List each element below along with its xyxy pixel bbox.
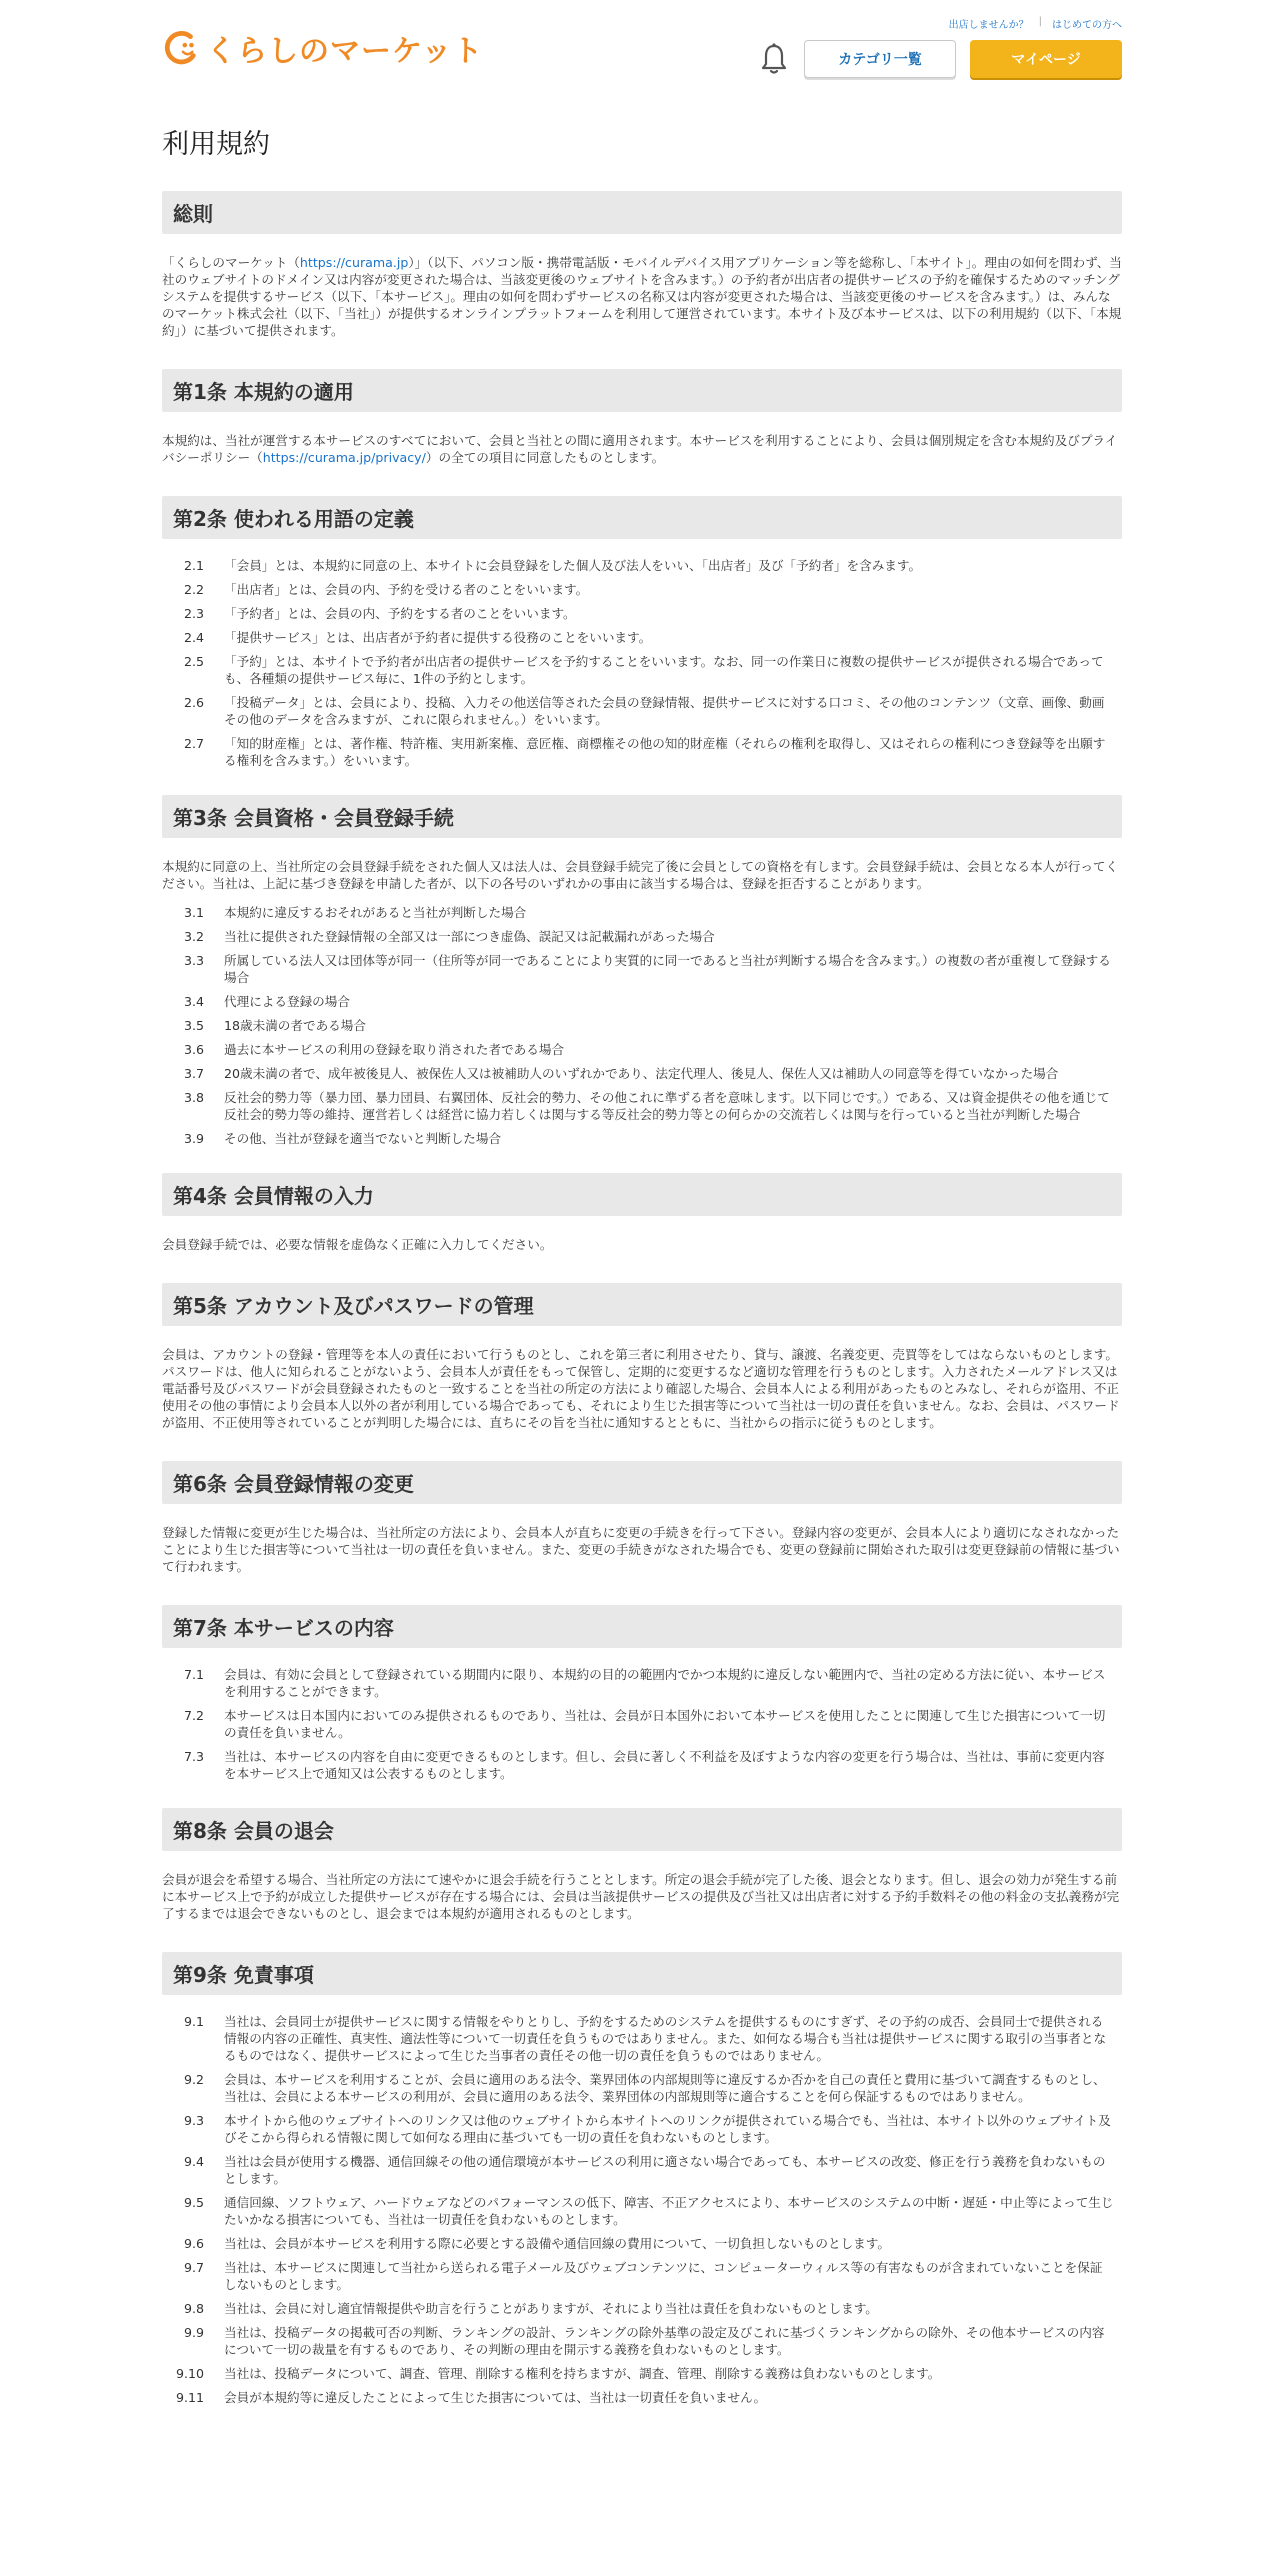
list-item-number: 2.7 [183, 736, 204, 751]
list-item-text: 当社は、投稿データの掲載可否の判断、ランキングの設計、ランキングの除外基準の設定及びこれに基づくランキングからの除外、その他本サービスの内容について一切の裁量を有するものであり、その判断の理由を開示する義務を負わないものとします。 [224, 2325, 1105, 2357]
section-heading-article-5: 第5条 アカウント及びパスワードの管理 [162, 1283, 1122, 1326]
list-item-number: 3.7 [183, 1066, 204, 1081]
list-item-number: 3.9 [183, 1131, 204, 1146]
list-item-number: 7.3 [183, 1749, 204, 1764]
top-links [949, 16, 1122, 31]
list-item-number: 3.8 [183, 1090, 204, 1105]
list-item-text: 会員は、有効に会員として登録されている期間内に限り、本規約の目的の範囲内でかつ本規約に違反しない範囲内で、当社の定める方法に従い、本サービスを利用することができます。 [224, 1667, 1106, 1699]
section-heading-article-9: 第9条 免責事項 [162, 1952, 1122, 1995]
list-item-text: 会員は、本サービスを利用することが、会員に適用のある法令、業界団体の内部規則等に違反するか否かを自己の責任と費用に基づいて調査するものとし、当社は、会員による本サービスの利用が、会員に適用のある法令、業界団体の内部規則等に適合することを何ら保証するものではありません。 [224, 2072, 1106, 2104]
list-item-text: 当社は、投稿データについて、調査、管理、削除する権利を持ちますが、調査、管理、削除する義務は負わないものとします。 [224, 2366, 941, 2381]
list-item-text: 当社に提供された登録情報の全部又は一部につき虚偽、誤記又は記載漏れがあった場合 [224, 929, 715, 944]
list-item [162, 2013, 1122, 2064]
list-item [162, 1089, 1122, 1123]
section-heading-article-8: 第8条 会員の退会 [162, 1808, 1122, 1851]
list-item-number: 2.2 [183, 582, 204, 597]
list-item-text: 「提供サービス」とは、出店者が予約者に提供する役務のことをいいます。 [224, 630, 652, 645]
logo-text: くらしのマーケット [206, 34, 484, 69]
list-item-number: 9.1 [183, 2014, 204, 2029]
list-item-number: 9.11 [175, 2390, 204, 2405]
list-item-number: 9.4 [183, 2154, 204, 2169]
section-heading-article-4: 第4条 会員情報の入力 [162, 1173, 1122, 1216]
list-item-number: 2.4 [183, 630, 204, 645]
article-1-text-before: 本規約は、当社が運営する本サービスのすべてにおいて、会員と当社との間に適用されます。本サービスを利用することにより、会員は個別規定を含む本規約及びプライバシーポリシー（ [162, 433, 1118, 465]
general-paragraph [162, 254, 1122, 339]
article-9-list [162, 2013, 1122, 2406]
curama-link[interactable]: https://curama.jp [299, 255, 409, 270]
bell-icon[interactable] [758, 42, 790, 76]
header-nav [758, 40, 1122, 78]
list-item-text: 会員が本規約等に違反したことによって生じた損害については、当社は一切責任を負いません。 [224, 2390, 767, 2405]
list-item [162, 1065, 1122, 1082]
list-item [162, 694, 1122, 728]
list-item [162, 1041, 1122, 1058]
list-item [162, 557, 1122, 574]
list-item-number: 7.2 [183, 1708, 204, 1723]
open-shop-link[interactable]: 出店しませんか？ [948, 20, 1029, 31]
list-item [162, 2389, 1122, 2406]
list-item [162, 605, 1122, 622]
list-item [162, 928, 1122, 945]
list-item-text: 「投稿データ」とは、会員により、投稿、入力その他送信等された会員の登録情報、提供サービスに対する口コミ、その他のコンテンツ（文章、画像、動画その他のデータを含みますが、これに限られません。）をいいます。 [224, 695, 1105, 727]
list-item [162, 2259, 1122, 2293]
general-text-after: ）」（以下、パソコン版・携帯電話版・モバイルデバイス用アプリケーション等を総称し、「本サイト」。理由の如何を問わず、当社のウェブサイトのドメイン又は内容が変更された場合は、当該変更後のウェブサイトを含みます。）の予約者が出店者の提供サービスの予約を確保するためのマッチングシステムを提供するサービス（以下、「本サービス」。理由の如何を問わずサービスの名称又は内容が変更された場合は、当該変更後のサービスを含みます。）は、みんなのマーケット株式会社（以下、「当社」）が提供するオンラインプラットフォームを利用して運営されています。本サイト及び本サービスは、以下の利用規約（以下、「本規約」）に基づいて提供されます。 [162, 255, 1122, 338]
list-item-text: 18歳未満の者である場合 [224, 1018, 366, 1033]
list-item-text: 「予約者」とは、会員の内、予約をする者のことをいいます。 [224, 606, 576, 621]
list-item-number: 9.7 [183, 2260, 204, 2275]
list-item-text: 当社は、本サービスに関連して当社から送られる電子メール及びウェブコンテンツに、コンピューターウィルス等の有害なものが含まれていないことを保証しないものとします。 [224, 2260, 1103, 2292]
list-item [162, 2153, 1122, 2187]
privacy-link[interactable]: https://curama.jp/privacy/ [262, 450, 426, 465]
list-item-number: 2.6 [183, 695, 204, 710]
page [162, 0, 1122, 2406]
list-item-text: 反社会的勢力等（暴力団、暴力団員、右翼団体、反社会的勢力、その他これに準ずる者を意味します。以下同じです。）である、又は資金提供その他を通じて反社会的勢力等の維持、運営若しくは経営に協力若しくは関与する等反社会的勢力等との何らかの交流若しくは関与を行っていると当社が判断した場合 [224, 1090, 1110, 1122]
list-item [162, 2300, 1122, 2317]
list-item [162, 2194, 1122, 2228]
list-item-text: 「出店者」とは、会員の内、予約を受ける者のことをいいます。 [224, 582, 589, 597]
list-item [162, 2365, 1122, 2382]
section-heading-article-3: 第3条 会員資格・会員登録手続 [162, 795, 1122, 838]
list-item [162, 1748, 1122, 1782]
list-item [162, 2324, 1122, 2358]
site-header [162, 0, 1122, 110]
article-6-paragraph: 登録した情報に変更が生じた場合は、当社所定の方法により、会員本人が直ちに変更の手続きを行って下さい。登録内容の変更が、会員本人により適切になされなかったことにより生じた損害等について当社は一切の責任を負いません。また、変更の手続きがなされた場合でも、変更の登録前に開始された取引は変更登録前の情報に基づいて行われます。 [162, 1525, 1120, 1574]
list-item [162, 1130, 1122, 1147]
category-list-button[interactable]: カテゴリ一覧 [804, 40, 956, 78]
list-item-text: 「会員」とは、本規約に同意の上、本サイトに会員登録をした個人及び法人をいい、「出店者」及び「予約者」を含みます。 [224, 558, 922, 573]
list-item-number: 9.2 [183, 2072, 204, 2087]
article-2-list [162, 557, 1122, 769]
list-item [162, 653, 1122, 687]
list-item-number: 3.1 [183, 905, 204, 920]
list-item-number: 3.2 [183, 929, 204, 944]
section-heading-general: 総則 [162, 191, 1122, 234]
list-item-number: 9.10 [175, 2366, 204, 2381]
article-4-paragraph: 会員登録手続では、必要な情報を虚偽なく正確に入力してください。 [162, 1237, 553, 1252]
list-item-number: 9.6 [183, 2236, 204, 2251]
list-item-number: 3.3 [183, 953, 204, 968]
list-item-number: 2.3 [183, 606, 204, 621]
list-item [162, 735, 1122, 769]
list-item-number: 9.3 [183, 2113, 204, 2128]
list-item-number: 3.6 [183, 1042, 204, 1057]
list-item-text: 当社は、会員が本サービスを利用する際に必要とする設備や通信回線の費用について、一切負担しないものとします。 [224, 2236, 890, 2251]
section-heading-article-6: 第6条 会員登録情報の変更 [162, 1461, 1122, 1504]
list-item-text: 当社は、本サービスの内容を自由に変更できるものとします。但し、会員に著しく不利益を及ぼすような内容の変更を行う場合は、当社は、事前に変更内容を本サービス上で通知又は公表するものとします。 [224, 1749, 1105, 1781]
mypage-button[interactable]: マイページ [970, 40, 1122, 78]
list-item [162, 904, 1122, 921]
list-item [162, 581, 1122, 598]
list-item [162, 629, 1122, 646]
divider: | [1038, 16, 1042, 27]
list-item-text: 本サービスは日本国内においてのみ提供されるものであり、当社は、会員が日本国外において本サービスを使用したことに関連して生じた損害について一切の責任を負いません。 [224, 1708, 1106, 1740]
list-item-text: その他、当社が登録を適当でないと判断した場合 [224, 1131, 502, 1146]
list-item [162, 2112, 1122, 2146]
list-item-text: 本サイトから他のウェブサイトへのリンク又は他のウェブサイトから本サイトへのリンクが提供されている場合でも、当社は、本サイト以外のウェブサイト及びそこから得られる情報に関して如何なる理由に基づいても一切の責任を負わないものとします。 [224, 2113, 1111, 2145]
list-item [162, 1666, 1122, 1700]
list-item [162, 2235, 1122, 2252]
list-item-number: 3.5 [183, 1018, 204, 1033]
list-item-text: 20歳未満の者で、成年被後見人、被保佐人又は被補助人のいずれかであり、法定代理人、後見人、保佐人又は補助人の同意等を得ていなかった場合 [224, 1066, 1059, 1081]
list-item-text: 「予約」とは、本サイトで予約者が出店者の提供サービスを予約することをいいます。なお、同一の作業日に複数の提供サービスが提供される場合であっても、各種類の提供サービス毎に、1件の予約とします。 [224, 654, 1104, 686]
list-item-text: 通信回線、ソフトウェア、ハードウェアなどのパフォーマンスの低下、障害、不正アクセスにより、本サービスのシステムの中断・遅延・中止等によって生じたいかなる損害についても、当社は一切責任を負わないものとします。 [224, 2195, 1114, 2227]
list-item-number: 7.1 [183, 1667, 204, 1682]
section-heading-article-7: 第7条 本サービスの内容 [162, 1605, 1122, 1648]
article-1-paragraph [162, 432, 1122, 466]
article-3-list [162, 904, 1122, 1147]
section-heading-article-1: 第1条 本規約の適用 [162, 369, 1122, 412]
list-item-text: 当社は、会員に対し適宜情報提供や助言を行うことがありますが、それにより当社は責任を負わないものとします。 [224, 2301, 878, 2316]
list-item-number: 3.4 [183, 994, 204, 1009]
article-3-paragraph: 本規約に同意の上、当社所定の会員登録手続をされた個人又は法人は、会員登録手続完了後に会員としての資格を有します。会員登録手続は、会員となる本人が行ってください。当社は、上記に基づき登録を申請した者が、以下の各号のいずれかの事由に該当する場合は、登録を拒否することがあります。 [162, 859, 1119, 891]
site-logo[interactable] [162, 26, 484, 70]
article-8-paragraph: 会員が退会を希望する場合、当社所定の方法にて速やかに退会手続を行うこととします。所定の退会手続が完了した後、退会となります。但し、退会の効力が発生する前に本サービス上で予約が成立した提供サービスが存在する場合には、会員は当該提供サービスの提供及び当社又は出店者に対する予約手数料その他の料金の支払義務が完了するまでは退会できないものとし、退会までは本規約が適用されるものとします。 [162, 1872, 1120, 1921]
list-item-text: 当社は、会員同士が提供サービスに関する情報をやりとりし、予約をするためのシステムを提供するものにすぎず、その予約の成否、会員同士で提供される情報の内容の正確性、真実性、適法性等について一切責任を負うものではありません。また、如何なる場合も当社は提供サービスに関する取引の当事者となるものではなく、提供サービスによって生じた当事者の責任その他一切の責任を負うものではありません。 [224, 2014, 1107, 2063]
smile-icon [162, 29, 200, 67]
list-item-number: 9.5 [183, 2195, 204, 2210]
list-item-text: 代理による登録の場合 [224, 994, 350, 1009]
list-item-number: 9.8 [183, 2301, 204, 2316]
list-item [162, 1707, 1122, 1741]
list-item [162, 952, 1122, 986]
list-item-number: 2.5 [183, 654, 204, 669]
section-heading-article-2: 第2条 使われる用語の定義 [162, 496, 1122, 539]
article-5-paragraph: 会員は、アカウントの登録・管理等を本人の責任において行うものとし、これを第三者に利用させたり、貸与、譲渡、名義変更、売買等をしてはならないものとします。パスワードは、他人に知られることがないよう、会員本人が責任をもって保管し、定期的に変更するなど適切な管理を行うものとします。入力されたメールアドレス又は電話番号及びパスワードが会員登録されたものと一致することを当社の所定の方法により確認した場合、会員本人による利用があったものとみなし、それらが盗用、不正使用その他の事情により会員本人以外の者が利用している場合であっても、それにより生じた損害等について当社は一切の責任を負いません。なお、会員は、パスワードが盗用、不正使用等されていることが判明した場合には、直ちにその旨を当社に通知するとともに、当社からの指示に従うものとします。 [162, 1347, 1120, 1430]
list-item-text: 所属している法人又は団体等が同一（住所等が同一であることにより実質的に同一であると当社が判断する場合を含みます。）の複数の者が重複して登録する場合 [224, 953, 1111, 985]
list-item [162, 2071, 1122, 2105]
general-text-before: 「くらしのマーケット（ [162, 255, 300, 270]
list-item-text: 本規約に違反するおそれがあると当社が判断した場合 [224, 905, 527, 920]
first-time-link[interactable]: はじめての方へ [1052, 20, 1122, 31]
article-7-list [162, 1666, 1122, 1782]
list-item-text: 過去に本サービスの利用の登録を取り消された者である場合 [224, 1042, 565, 1057]
article-1-text-after: ）の全ての項目に同意したものとします。 [425, 450, 665, 465]
list-item-number: 2.1 [183, 558, 204, 573]
page-title: 利用規約 [162, 129, 270, 160]
list-item-text: 当社は会員が使用する機器、通信回線その他の通信環境が本サービスの利用に適さない場合であっても、本サービスの改変、修正を行う義務を負わないものとします。 [224, 2154, 1106, 2186]
list-item [162, 993, 1122, 1010]
list-item-text: 「知的財産権」とは、著作権、特許権、実用新案権、意匠権、商標権その他の知的財産権（それらの権利を取得し、又はそれらの権利につき登録等を出願する権利を含みます。）をいいます。 [224, 736, 1106, 768]
list-item [162, 1017, 1122, 1034]
list-item-number: 9.9 [183, 2325, 204, 2340]
